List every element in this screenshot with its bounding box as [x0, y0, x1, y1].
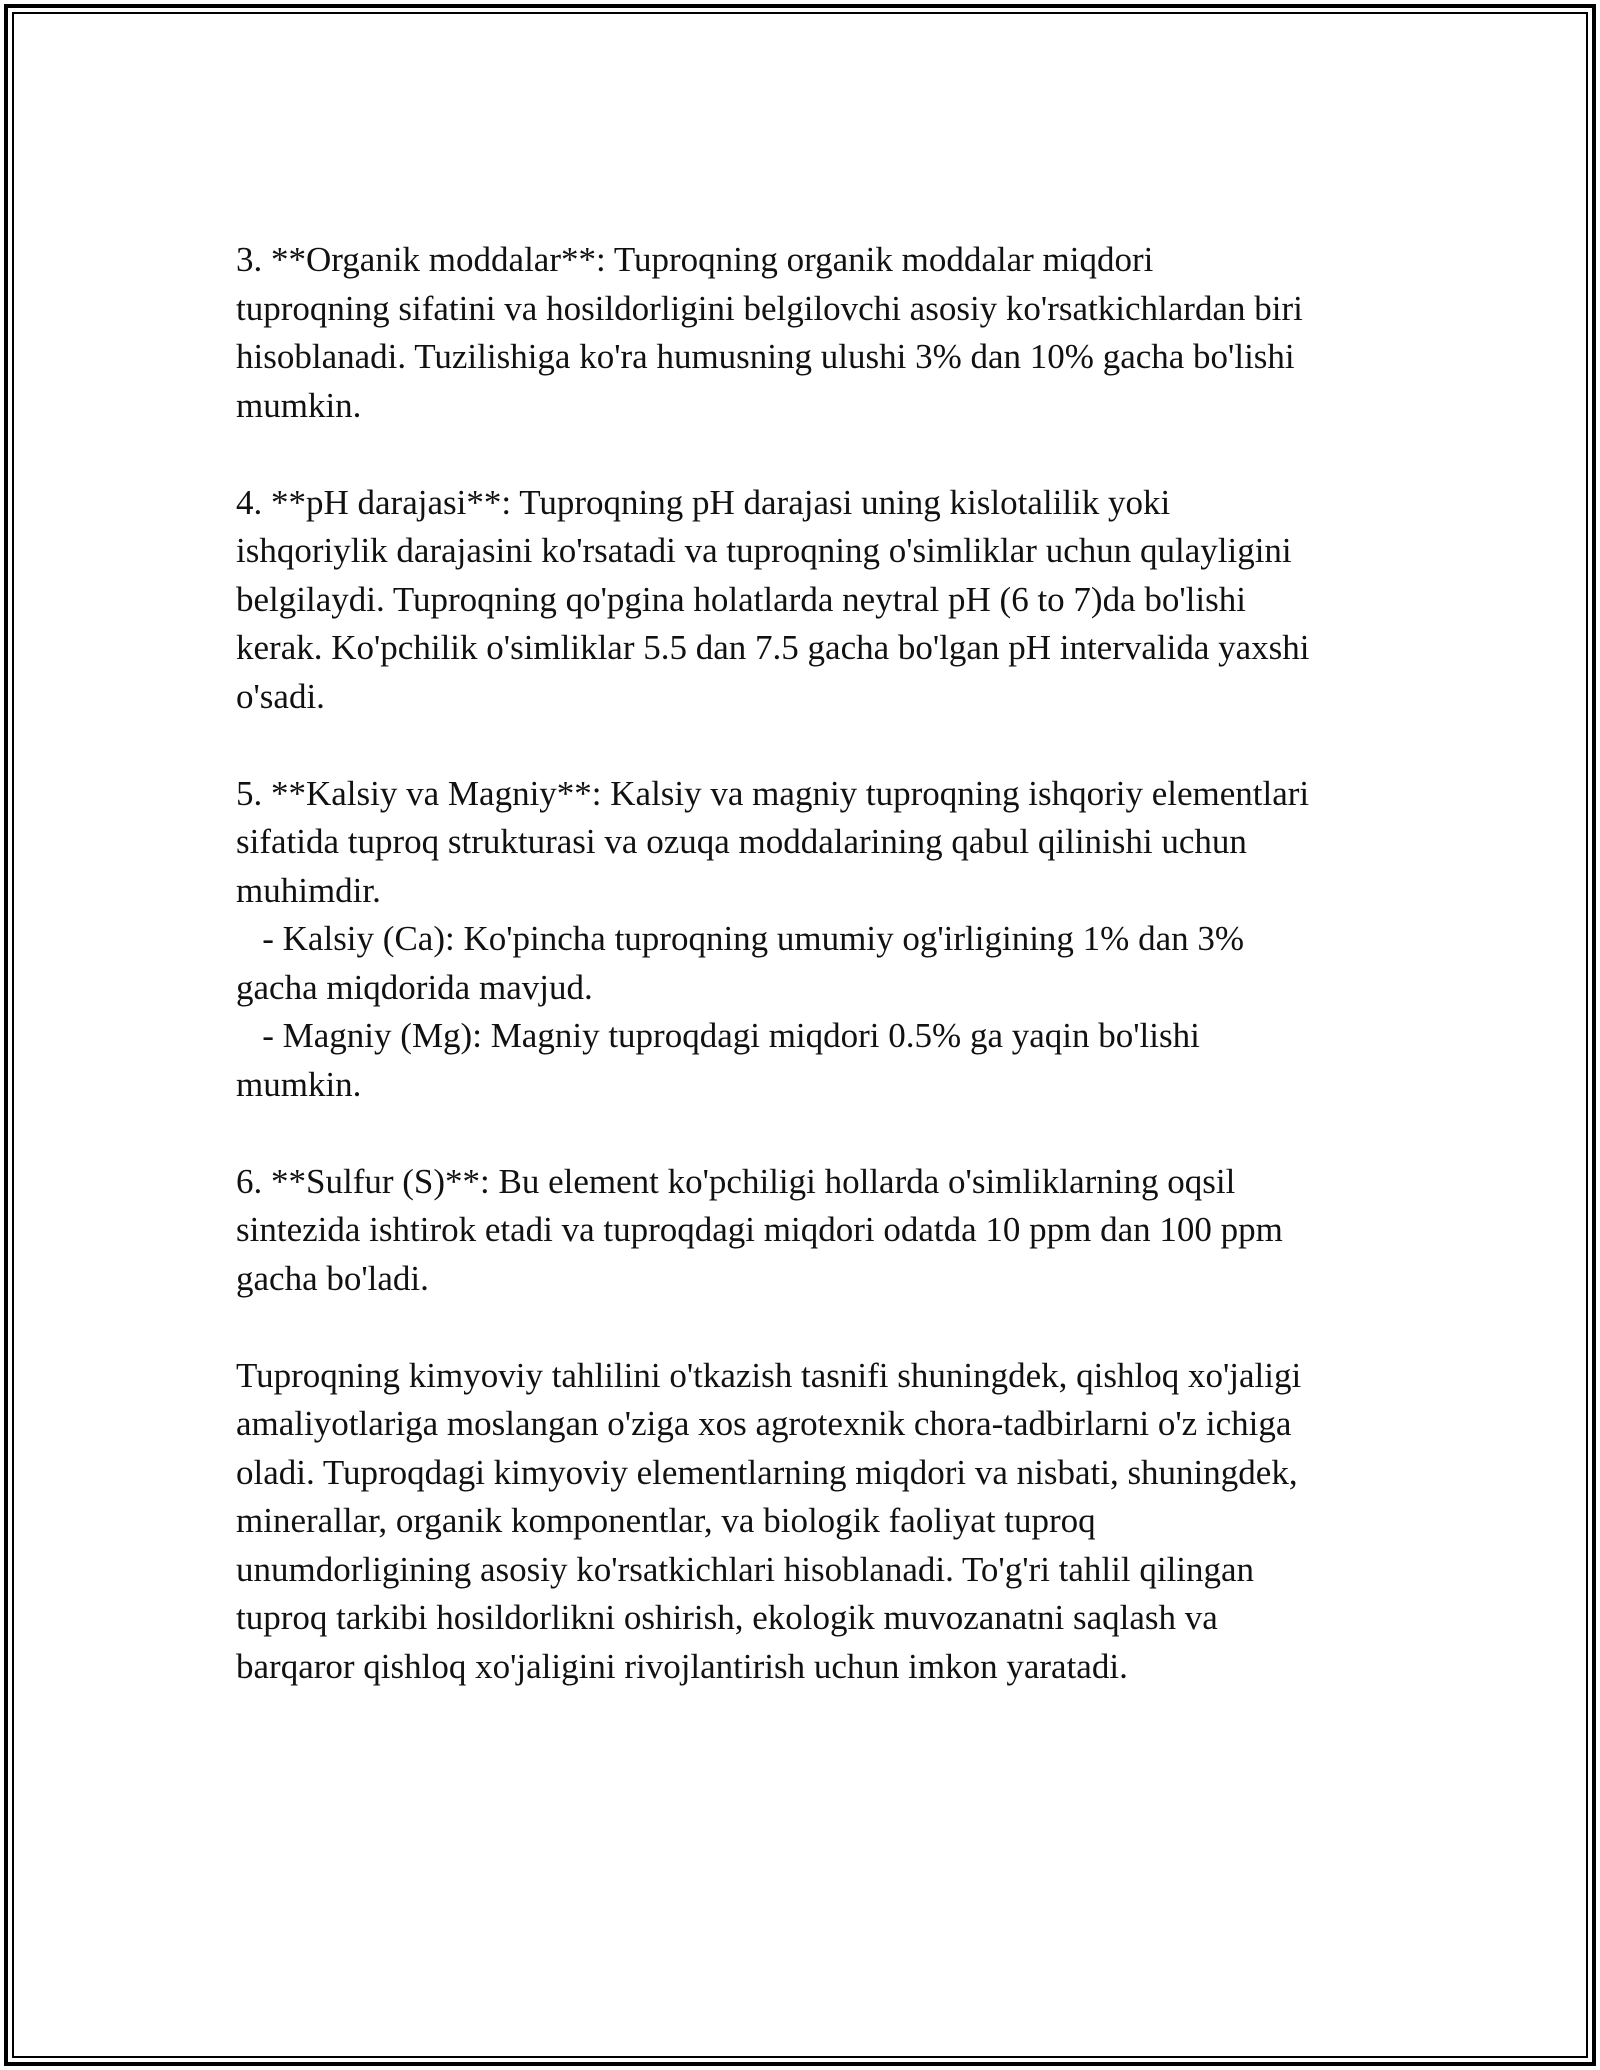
text-line: oladi. Tuproqdagi kimyoviy elementlarning miqdori va nisbati, shuningdek,: [236, 1452, 1298, 1492]
text-line: unumdorligining asosiy ko'rsatkichlari hisoblanadi. To'g'ri tahlil qilingan: [236, 1549, 1255, 1589]
section-ph-level: [236, 479, 1396, 722]
section-sulfur: [236, 1158, 1396, 1304]
text-line: minerallar, organik komponentlar, va biologik faoliyat tuproq: [236, 1501, 1096, 1540]
text-line: sintezida ishtirok etadi va tuproqdagi miqdori odatda 10 ppm dan 100 ppm: [236, 1210, 1283, 1249]
text-line: gacha bo'ladi.: [236, 1258, 429, 1298]
document-body: [236, 236, 1396, 1740]
text-line: Tuproqning kimyoviy tahlilini o'tkazish tasnifi shuningdek, qishloq xo'jaligi: [236, 1355, 1302, 1395]
text-line: - Kalsiy (Ca): Ko'pincha tuproqning umumiy og'irligining 1% dan 3%: [236, 919, 1245, 958]
text-line: gacha miqdorida mavjud.: [236, 967, 593, 1007]
text-line: belgilaydi. Tuproqning qo'pgina holatlarda neytral pH (6 to 7)da bo'lishi: [236, 579, 1246, 619]
text-line: mumkin.: [236, 385, 362, 425]
text-line: 4. **pH darajasi**: Tuproqning pH darajasi uning kislotalilik yoki: [236, 482, 1171, 522]
text-line: muhimdir.: [236, 870, 381, 910]
text-line: 3. **Organik moddalar**: Tuproqning organik moddalar miqdori: [236, 240, 1154, 279]
text-line: sifatida tuproq strukturasi va ozuqa moddalarining qabul qilinishi uchun: [236, 822, 1247, 861]
text-line: 6. **Sulfur (S)**: Bu element ko'pchiligi hollarda o'simliklarning oqsil: [236, 1161, 1236, 1201]
text-line: tuproq tarkibi hosildorlikni oshirish, ekologik muvozanatni saqlash va: [236, 1598, 1218, 1637]
text-line: - Magniy (Mg): Magniy tuproqdagi miqdori 0.5% ga yaqin bo'lishi: [236, 1016, 1200, 1055]
text-line: o'sadi.: [236, 676, 325, 716]
text-line: kerak. Ko'pchilik o'simliklar 5.5 dan 7.5 gacha bo'lgan pH intervalida yaxshi: [236, 628, 1310, 667]
text-line: tuproqning sifatini va hosildorligini belgilovchi asosiy ko'rsatkichlardan biri: [236, 288, 1303, 328]
section-conclusion: [236, 1352, 1396, 1692]
text-line: ishqoriylik darajasini ko'rsatadi va tuproqning o'simliklar uchun qulayligini: [236, 531, 1292, 570]
section-organic-matter: [236, 236, 1396, 430]
text-line: barqaror qishloq xo'jaligini rivojlantirish uchun imkon yaratadi.: [236, 1646, 1128, 1686]
text-line: amaliyotlariga moslangan o'ziga xos agrotexnik chora-tadbirlarni o'z ichiga: [236, 1404, 1292, 1443]
text-line: hisoblanadi. Tuzilishiga ko'ra humusning ulushi 3% dan 10% gacha bo'lishi: [236, 337, 1295, 376]
text-line: mumkin.: [236, 1064, 362, 1104]
text-line: 5. **Kalsiy va Magniy**: Kalsiy va magniy tuproqning ishqoriy elementlari: [236, 773, 1310, 813]
section-calcium-magnesium: [236, 770, 1396, 1110]
